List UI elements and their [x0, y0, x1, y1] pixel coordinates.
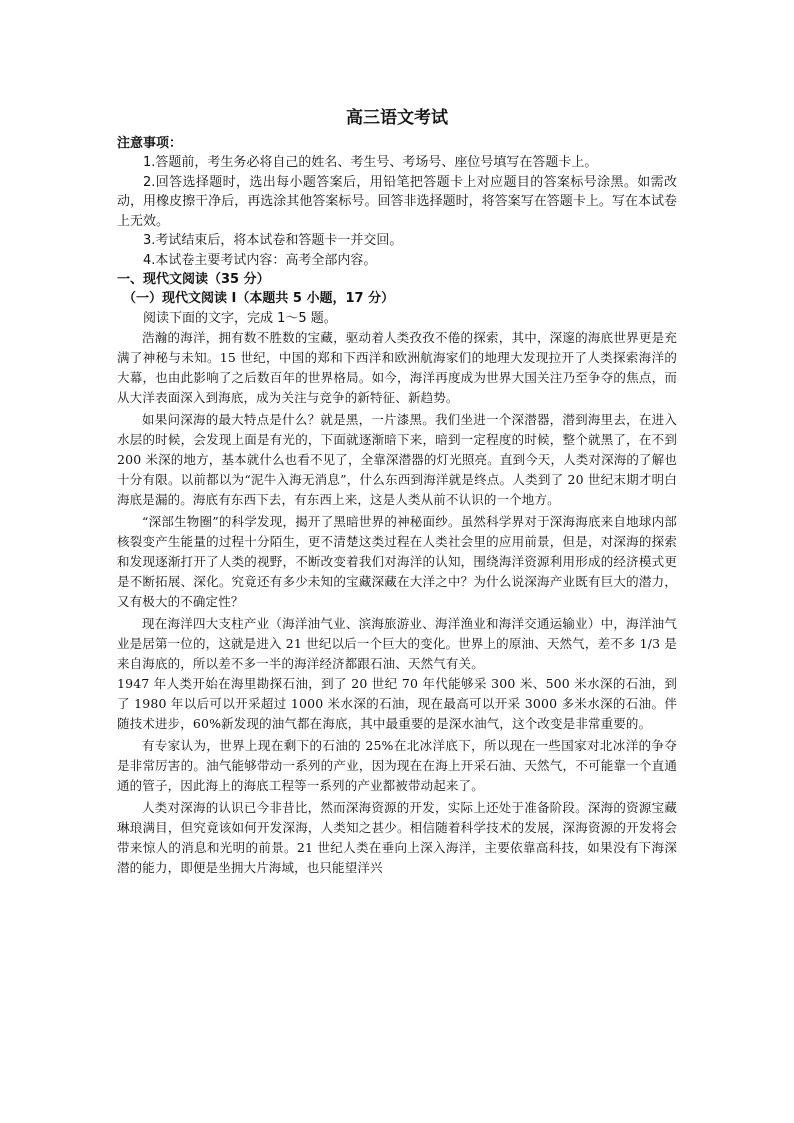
passage-paragraph-7: 人类对深海的认识已今非昔比，然而深海资源的开发，实际上还处于准备阶段。深海的资源宝藏琳琅满目，但究竟该如何开发深海，人类知之甚少。相信随着科学技术的发展，深海资源的开发将会带来惊人的消息和光明的前景。21 世纪人类在垂向上深入海洋，主要依靠高科技，如果没有下海深潜的能力，即便是坐拥大片海域，也只能望洋兴 — [117, 800, 677, 875]
passage-paragraph-3: “深部生物圈”的科学发现，揭开了黑暗世界的神秘面纱。虽然科学界对于深海海底来自地球内部核裂变产生能量的过程十分陌生，更不清楚这类过程在人类社会里的应用前景，但是，对深海的探索和发现逐渐打开了人类的视野，不断改变着我们对海洋的认知，围绕海洋资源利用形成的经济模式更是不断拓展、深化。究竟还有多少未知的宝藏深藏在大洋之中？为什么说深海产业既有巨大的潜力，又有极大的不确定性？ — [117, 514, 677, 609]
passage-paragraph-4: 现在海洋四大支柱产业（海洋油气业、滨海旅游业、海洋渔业和海洋交通运输业）中，海洋油气业是居第一位的，这就是进入 21 世纪以后一个巨大的变化。世界上的原油、天然气，差不多 1/3 是来自海底的，所以差不多一半的海洋经济都跟石油、天然气有关。 — [117, 616, 677, 671]
notice-item-3: 3.考试结束后，将本试卷和答题卡一并交回。 — [143, 233, 403, 248]
passage-paragraph-2: 如果问深海的最大特点是什么？就是黑，一片漆黑。我们坐进一个深潜器，潜到海里去，在进入水层的时候，会发现上面是有光的，下面就逐渐暗下来，暗到一定程度的时候，整个就黑了，在不到 200 米深的地方，基本就什么也看不见了，全靠深潜器的灯光照亮。直到今天，人类对深海的了解也十分有限。以前都以为“泥牛入海无消息”，什么东西到海洋就是终点。人类到了 20 世纪末期才明白海底是漏的。海底有东西下去，有东西上来，这是人类从前不认识的一个地方。 — [117, 412, 677, 507]
section-heading-reading: 一、现代文阅读（35 分） — [117, 272, 270, 287]
part-heading-reading-1: （一）现代文阅读 I（本题共 5 小题，17 分） — [123, 291, 395, 306]
notice-item-2: 2.回答选择题时，选出每小题答案后，用铅笔把答题卡上对应题目的答案标号涂黑。如需改动，用橡皮擦干净后，再选涂其他答案标号。回答非选择题时，将答案写在答题卡上。写在本试卷上无效。 — [117, 174, 677, 229]
exam-page — [117, 104, 677, 878]
passage-paragraph-6: 有专家认为，世界上现在剩下的石油的 25%在北冰洋底下，所以现在一些国家对北冰洋的争夺是非常厉害的。油气能够带动一系列的产业，因为现在在海上开采石油、天然气，不可能靠一个直通通的管子，因此海上的海底工程等一系列的产业都被带动起来了。 — [117, 738, 677, 793]
passage-paragraph-1: 浩瀚的海洋，拥有数不胜数的宝藏，驱动着人类孜孜不倦的探索，其中，深邃的海底世界更是充满了神秘与未知。15 世纪，中国的郑和下西洋和欧洲航海家们的地理大发现拉开了人类探索海洋的大幕，也由此影响了之后数百年的世界格局。如今，海洋再度成为世界大国关注乃至争夺的焦点，而从大洋表面深入到海底，成为关注与竞争的新特征、新趋势。 — [117, 330, 677, 405]
passage-paragraph-5: 1947 年人类开始在海里勘探石油，到了 20 世纪 70 年代能够采 300 米、500 米水深的石油，到了 1980 年以后可以开采超过 1000 米水深的石油，现在最高可以开采 3000 多米水深的石油。伴随技术进步，60%新发现的油气都在海底，其中最重要的是深水油气，这个改变是非常重要的。 — [117, 676, 677, 731]
reading-instruction: 阅读下面的文字，完成 1～5 题。 — [143, 310, 337, 326]
notice-item-4: 4.本试卷主要考试内容：高考全部内容。 — [143, 252, 377, 268]
notice-item-1: 1.答题前，考生务必将自己的姓名、考生号、考场号、座位号填写在答题卡上。 — [143, 155, 598, 170]
notice-heading: 注意事项： — [117, 136, 183, 151]
page-title: 高三语文考试 — [346, 108, 448, 128]
